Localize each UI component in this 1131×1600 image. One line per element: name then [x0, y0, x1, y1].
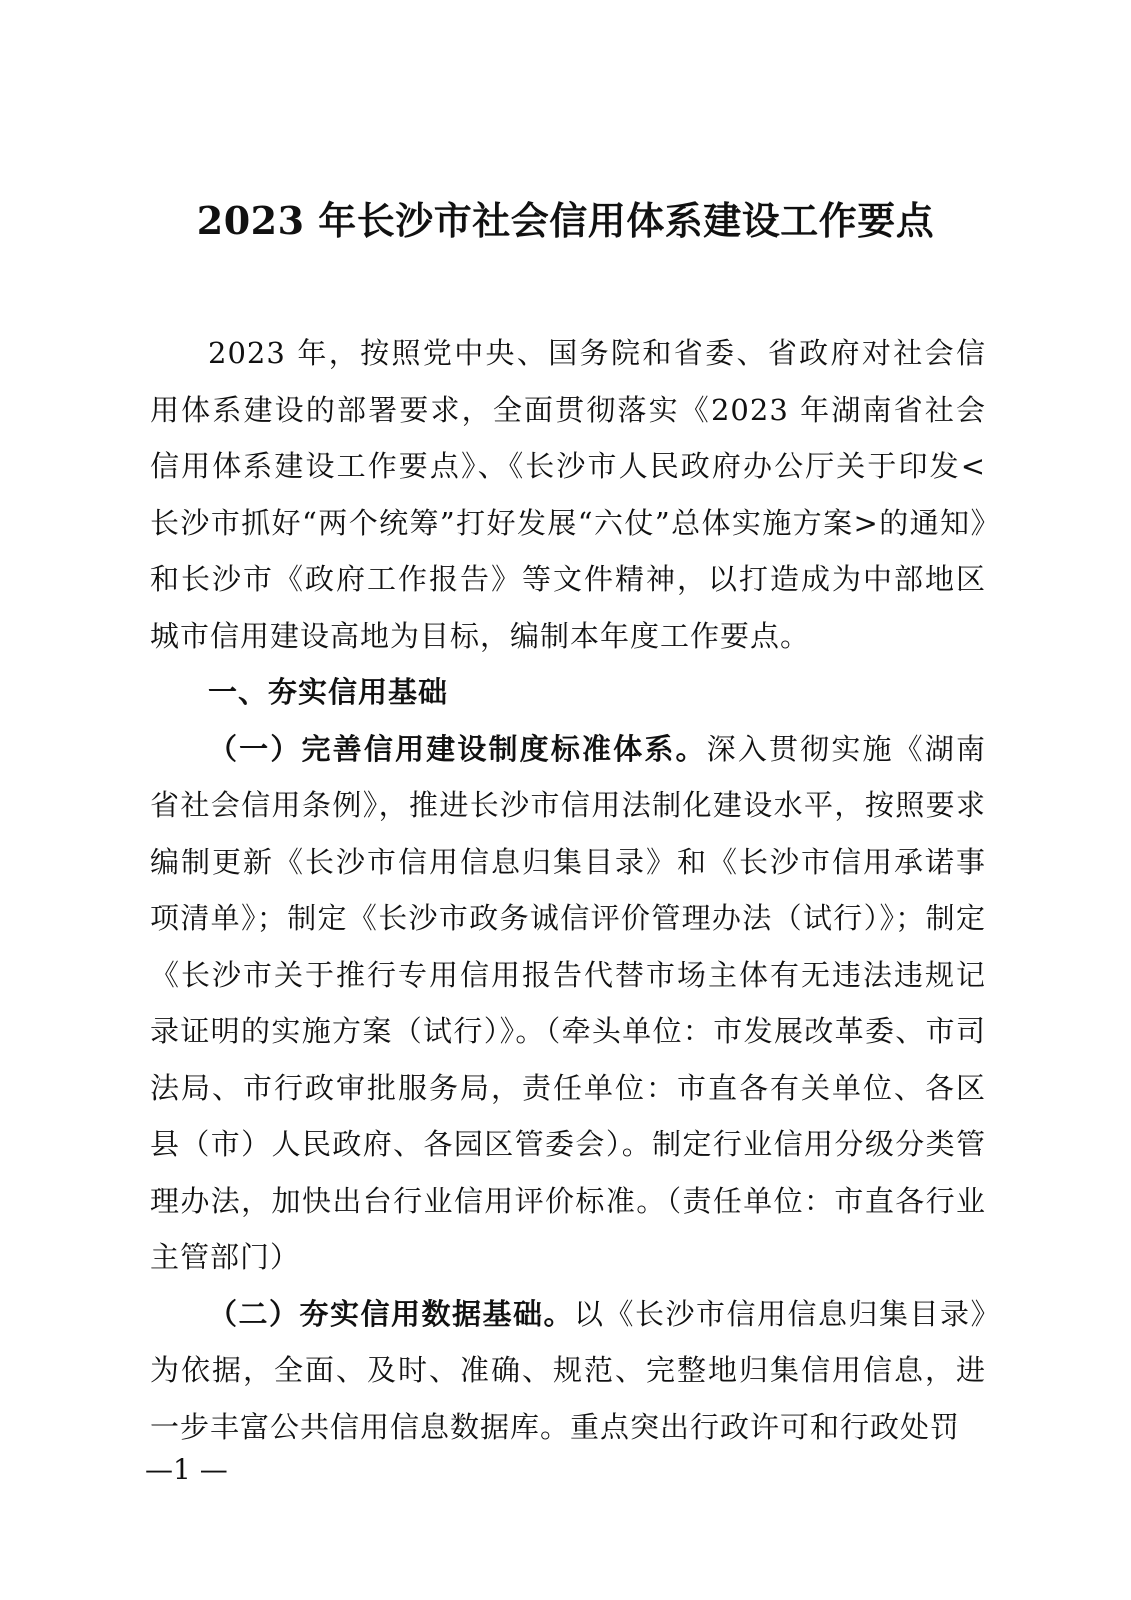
- section-heading-1: 一、夯实信用基础: [208, 675, 449, 709]
- item-text-2: 以《长沙市信用信息归集目录》为依据，全面、及时、准确、规范、完整地归集信用信息，进一步丰富公共信用信息数据库。重点突出行政许可和行政处罚: [150, 1296, 986, 1444]
- page-number: —1 —: [145, 1453, 228, 1486]
- item-text-1: 深入贯彻实施《湖南省社会信用条例》，推进长沙市信用法制化建设水平，按照要求编制更新《长沙市信用信息归集目录》和《长沙市信用承诺事项清单》；制定《长沙市政务诚信评价管理办法（试行）》；制定《长沙市关于推行专用信用报告代替市场主体有无违法违规记录证明的实施方案（试行）》。（牵头单位：市发展改革委、市司法局、市行政审批服务局，责任单位：市直各有关单位、各区县（市）人民政府、各园区管委会）。制定行业信用分级分类管理办法，加快出台行业信用评价标准。（责任单位：市直各行业主管部门）: [150, 731, 986, 1274]
- document-body: [150, 325, 986, 1455]
- item-paragraph-2: [150, 1286, 986, 1456]
- intro-paragraph: 2023 年，按照党中央、国务院和省委、省政府对社会信用体系建设的部署要求，全面贯彻落实《2023 年湖南省社会信用体系建设工作要点》、《长沙市人民政府办公厅关于印发<长沙市抓好“两个统筹”打好发展“六仗”总体实施方案>的通知》和长沙市《政府工作报告》等文件精神，以打造成为中部地区城市信用建设高地为目标，编制本年度工作要点。: [150, 336, 986, 653]
- item-heading-1: （一）完善信用建设制度标准体系。: [208, 731, 707, 766]
- item-heading-2: （二）夯实信用数据基础。: [208, 1296, 574, 1331]
- document-title: 2023 年长沙市社会信用体系建设工作要点: [196, 198, 935, 243]
- item-paragraph-1: [150, 721, 986, 1286]
